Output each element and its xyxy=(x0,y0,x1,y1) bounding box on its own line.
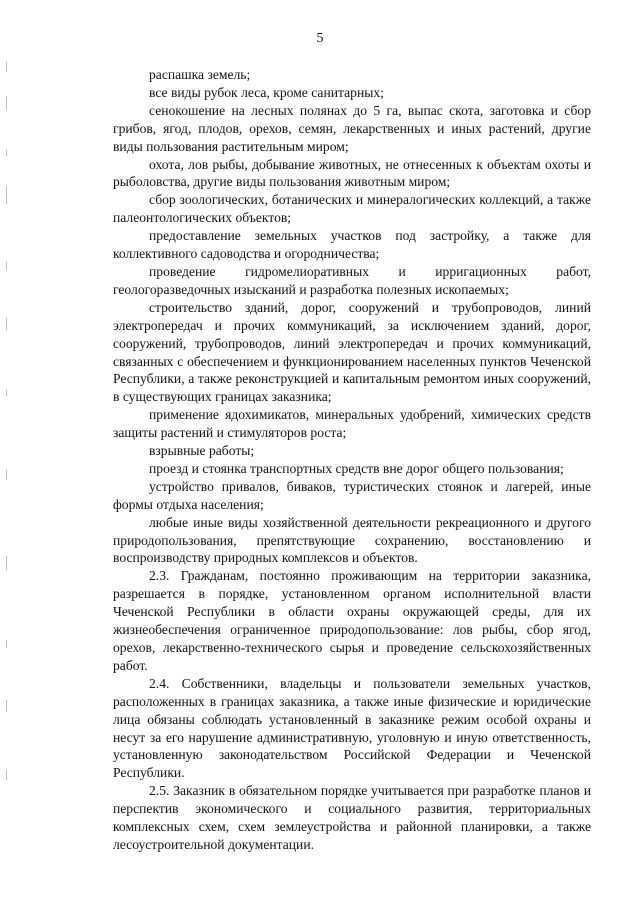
paragraph: сбор зоологических, ботанических и минералогических коллекций, а также палеонтологических объектов; xyxy=(113,192,591,226)
scan-edge-marks xyxy=(0,0,14,905)
paragraph: 2.5. Заказник в обязательном порядке учитывается при разработке планов и перспектив экономического и социального развития, территориальных комплексных схем, схем землеустройства и районной планировки, а также лесоустроительной документации. xyxy=(113,783,591,852)
paragraph: сенокошение на лесных полянах до 5 га, выпас скота, заготовка и сбор грибов, ягод, плодов, орехов, семян, лекарственных и иных растений, другие виды пользования растительным миром; xyxy=(113,102,591,154)
paragraph: применение ядохимикатов, минеральных удобрений, химических средств защиты растений и стимуляторов роста; xyxy=(113,407,591,441)
paragraph: все виды рубок леса, кроме санитарных; xyxy=(149,84,384,100)
paragraph: строительство зданий, дорог, сооружений и трубопроводов, линий электропередач и прочих коммуникаций, за исключением зданий, дорог, сооружений, трубопроводов, линий электропередач и прочих коммуникаций, связанных с обеспечением и функционированием населенных пунктов Чеченской Республики, а также реконструкцией и капитальным ремонтом иных сооружений, в существующих границах заказника; xyxy=(113,299,591,405)
page-number: 5 xyxy=(316,31,324,46)
paragraph: устройство привалов, биваков, туристических стоянок и лагерей, иные формы отдыха населения; xyxy=(113,478,591,512)
paragraph: охота, лов рыбы, добывание животных, не отнесенных к объектам охоты и рыболовства, другие виды пользования животным миром; xyxy=(113,156,591,190)
paragraph: распашка земель; xyxy=(149,67,251,82)
paragraph: проезд и стоянка транспортных средств вне дорог общего пользования; xyxy=(149,460,564,476)
paragraph: проведение гидромелиоративных и ирригационных работ, геологоразведочных изысканий и разработка полезных ископаемых; xyxy=(113,263,591,297)
paragraph: 2.3. Гражданам, постоянно проживающим на территории заказника, разрешается в порядке, установленном органом исполнительной власти Чеченской Республики в области охраны окружающей среды, для их жизнеобеспечения ограниченное природопользование: лов рыбы, сбор ягод, орехов, лекарственно-технического сырья и проведение сельскохозяйственных работ. xyxy=(113,568,591,673)
document-body xyxy=(113,66,591,854)
paragraph: предоставление земельных участков под застройку, а также для коллективного садоводства и огородничества; xyxy=(113,228,591,262)
paragraph: 2.4. Собственники, владельцы и пользователи земельных участков, расположенных в границах заказника, а также иные физические и юридические лица обязаны соблюдать установленный в заказнике режим особой охраны и несут за его нарушение административную, уголовную и иную ответственность, установленную законодательством Российской Федерации и Чеченской Республики. xyxy=(113,675,591,781)
paragraph: взрывные работы; xyxy=(149,443,255,459)
paragraph: любые иные виды хозяйственной деятельности рекреационного и другого природопользования, препятствующие сохранению, восстановлению и воспроизводству природных комплексов и объектов. xyxy=(113,514,591,566)
